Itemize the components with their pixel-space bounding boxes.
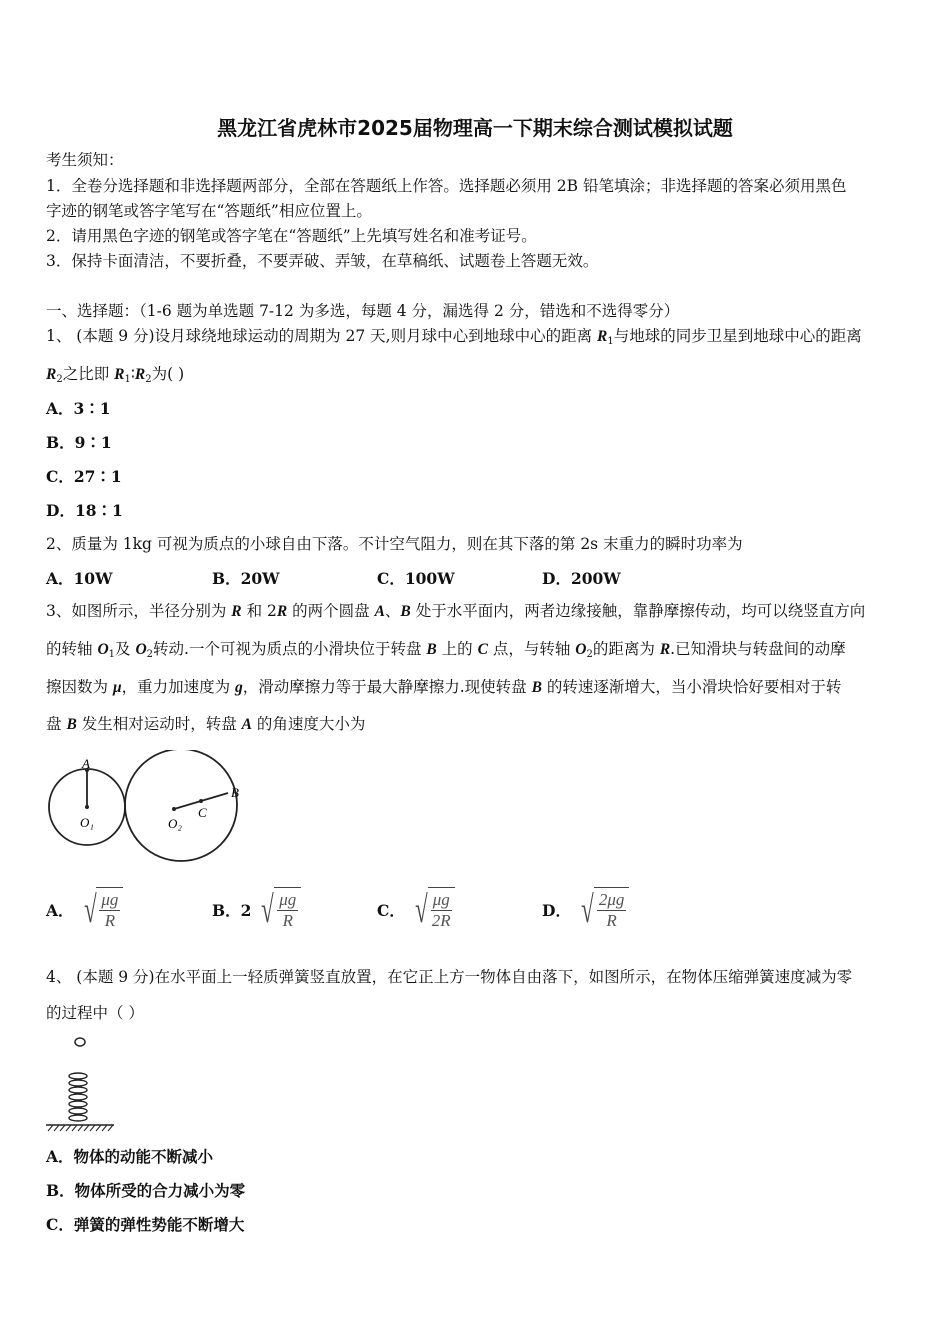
q4-option <box>46 1145 213 1167</box>
radical-icon: √ <box>581 889 594 931</box>
text-segment: 3、如图所示，半径分别为 <box>46 602 232 620</box>
math-symbol: R <box>276 603 288 620</box>
subscript: 2 <box>146 649 154 660</box>
label-o1: O₁ <box>80 815 94 830</box>
math-symbol: g <box>235 679 243 696</box>
label-a: A <box>82 756 90 771</box>
q2-option: B．20W <box>212 569 280 588</box>
option-label: A． <box>46 901 74 920</box>
math-symbol: A <box>241 716 252 733</box>
q3-stem-line <box>46 676 841 699</box>
text-segment: 点，与转轴 <box>487 640 576 658</box>
subscript: 2 <box>145 374 152 385</box>
q1-option: C．27∶1 <box>46 467 122 486</box>
text-segment: 与地球的同步卫星到地球中心的距离 <box>613 327 862 345</box>
disc-b <box>125 750 237 861</box>
q4-option <box>46 1213 244 1235</box>
denominator: R <box>606 911 617 930</box>
subscript: 2 <box>56 374 63 385</box>
label-c: C <box>198 805 207 820</box>
radical-icon: √ <box>415 889 428 931</box>
math-symbol: O <box>575 641 587 658</box>
subscript: 2 <box>586 649 593 660</box>
text-segment: 的转速逐渐增大，当小滑块恰好要相对于转 <box>541 678 842 696</box>
notice-heading: 考生须知： <box>46 151 124 169</box>
subscript: 1 <box>607 336 614 347</box>
coefficient: 2 <box>240 900 252 920</box>
text-segment: 擦因数为 <box>46 678 113 696</box>
q3-stem-line <box>46 713 365 736</box>
notice-line: 2．请用黑色字迹的钢笔或答字笔在“答题纸”上先填写姓名和准考证号。 <box>46 227 537 245</box>
text-segment: .已知滑块与转盘间的动摩 <box>670 640 846 658</box>
text-segment: ，滑动摩擦力等于最大静摩擦力.现使转盘 <box>242 678 532 696</box>
section-heading: 一、选择题：（1-6 题为单选题 7-12 为多选，每题 4 分，漏选得 2 分，错选和不选得零分） <box>46 302 680 320</box>
numerator: μg <box>101 890 119 909</box>
text-segment: 和 2 <box>241 602 277 620</box>
q4-option <box>46 1179 245 1201</box>
label-o2: O₂ <box>168 816 182 831</box>
q2-option: D．200W <box>542 569 621 588</box>
math-symbol: B <box>531 679 542 696</box>
math-symbol: R <box>597 328 608 345</box>
q1-option: D．18∶1 <box>46 501 123 520</box>
text-segment: 处于水平面内，两者边缘接触，靠静摩擦传动，均可以绕竖直方向 <box>410 602 866 620</box>
sqrt-expression <box>411 887 455 933</box>
denominator: 2R <box>431 911 451 930</box>
q3-stem-line <box>46 638 846 666</box>
spring-coils <box>69 1073 87 1121</box>
math-symbol: A <box>374 603 385 620</box>
discs-figure <box>40 750 260 875</box>
math-symbol: R <box>134 366 146 383</box>
text-segment: ∶ <box>130 365 135 383</box>
sqrt-expression <box>577 887 629 933</box>
spring-figure <box>44 1032 116 1134</box>
page-title: 黑龙江省虎林市2025届物理高一下期末综合测试模拟试题 <box>217 116 733 140</box>
numerator: μg <box>432 890 450 909</box>
text-segment: 的转轴 <box>46 640 98 658</box>
falling-object <box>75 1038 85 1046</box>
q1-option: B．9∶1 <box>46 433 112 452</box>
denominator: R <box>282 911 293 930</box>
math-symbol: C <box>477 641 488 658</box>
text-segment: 的距离为 <box>592 640 660 658</box>
q4-option-text: C．弹簧的弹性势能不断增大 <box>46 1215 245 1234</box>
numerator: μg <box>279 890 297 909</box>
q3-stem-line <box>46 600 865 623</box>
q4-option-text: A．物体的动能不断减小 <box>46 1147 214 1166</box>
q2-option: A．10W <box>46 569 113 588</box>
q1-option: A．3∶1 <box>46 399 111 418</box>
math-symbol: B <box>426 641 437 658</box>
q3-option <box>46 880 123 940</box>
q3-option <box>377 880 455 940</box>
option-label: B． <box>212 901 241 920</box>
text-segment: 转动.一个可视为质点的小滑块位于转盘 <box>153 640 427 658</box>
text-segment: 的角速度大小为 <box>251 715 366 733</box>
math-symbol: R <box>231 603 242 620</box>
sqrt-expression <box>257 887 301 933</box>
text-segment: 之比即 <box>62 365 115 383</box>
text-segment: 为( ) <box>151 365 185 383</box>
math-symbol: R <box>659 641 671 658</box>
text-segment: ，重力加速度为 <box>121 678 235 696</box>
denominator: R <box>104 911 116 930</box>
text-segment: 及 <box>115 640 136 658</box>
math-symbol: B <box>66 716 77 733</box>
subscript: 1 <box>108 649 116 660</box>
math-symbol: O <box>135 641 147 658</box>
notice-line: 字迹的钢笔或答字笔写在“答题纸”相应位置上。 <box>46 202 372 220</box>
q2-option: C．100W <box>377 569 455 588</box>
q4-stem-line: 的过程中（ ） <box>46 1004 144 1022</box>
text-segment: 1、 (本题 9 分)设月球绕地球运动的周期为 27 天,则月球中心到地球中心的距离 <box>46 327 598 345</box>
q4-stem-line: 4、 (本题 9 分)在水平面上一轻质弹簧竖直放置，在它正上方一物体自由落下，如图所示，在物体压缩弹簧速度减为零 <box>46 968 853 986</box>
notice-line: 1．全卷分选择题和非选择题两部分，全部在答题纸上作答。选择题必须用 2B 铅笔填涂；非选择题的答案必须用黑色 <box>46 177 847 195</box>
text-segment: 上的 <box>436 640 478 658</box>
option-label: C． <box>377 901 405 920</box>
text-segment: 的两个圆盘 <box>287 602 375 620</box>
numerator: 2μg <box>598 890 625 909</box>
q4-option-text: B．物体所受的合力减小为零 <box>46 1181 246 1200</box>
radical-icon: √ <box>261 889 275 931</box>
sqrt-expression <box>80 887 124 933</box>
text-segment: 、 <box>384 602 401 620</box>
math-symbol: μ <box>112 679 122 696</box>
math-symbol: O <box>97 641 109 658</box>
q1-stem-line <box>46 363 184 391</box>
math-symbol: B <box>400 603 411 620</box>
q3-option <box>542 880 629 940</box>
radical-icon: √ <box>83 889 97 931</box>
label-b: B <box>231 785 239 800</box>
q1-stem-line <box>46 325 862 353</box>
text-segment: 盘 <box>46 715 67 733</box>
q3-option <box>212 880 301 940</box>
option-label: D． <box>542 901 571 920</box>
q2-stem: 2、质量为 1kg 可视为质点的小球自由下落。不计空气阻力，则在其下落的第 2s 末重力的瞬时功率为 <box>46 535 743 553</box>
notice-line: 3．保持卡面清洁，不要折叠，不要弄破、弄皱，在草稿纸、试题卷上答题无效。 <box>46 252 599 270</box>
subscript: 1 <box>124 374 131 385</box>
text-segment: 发生相对运动时，转盘 <box>76 715 242 733</box>
math-symbol: R <box>114 366 125 383</box>
math-symbol: R <box>46 366 57 383</box>
